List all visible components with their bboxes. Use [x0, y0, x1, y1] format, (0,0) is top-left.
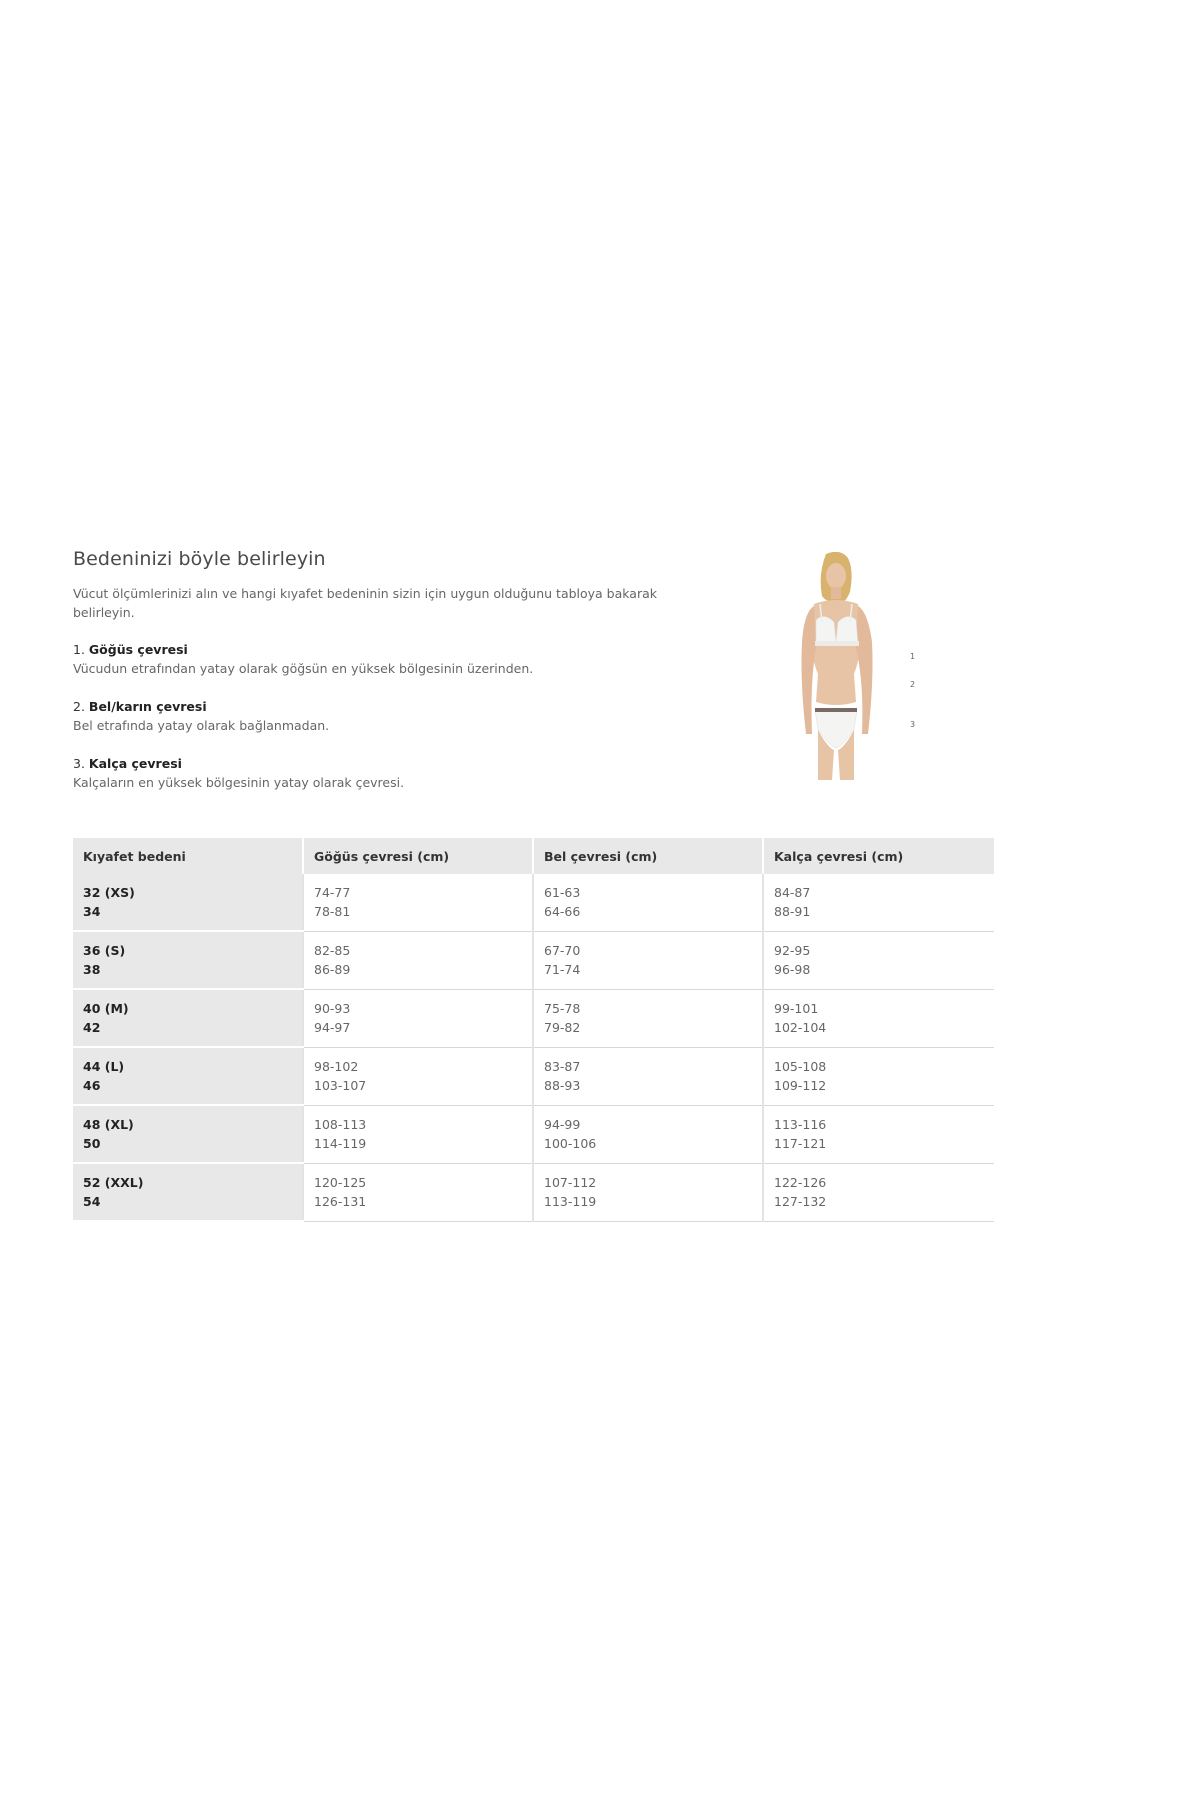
- measurement-description: Vücudun etrafından yatay olarak göğsün en yüksek bölgesinin üzerinden.: [73, 661, 534, 676]
- table-row: [73, 874, 994, 931]
- hip-cell: 99-101 102-104: [763, 989, 994, 1047]
- waist-cell: 107-112 113-119: [533, 1163, 763, 1221]
- intro-text: Vücut ölçümlerinizi alın ve hangi kıyafet bedeninin sizin için uygun olduğunu tabloya bakarak belirleyin.: [73, 586, 657, 620]
- hip-cell: 122-126 127-132: [763, 1163, 994, 1221]
- measurement-description: Bel etrafında yatay olarak bağlanmadan.: [73, 718, 330, 733]
- measurement-number: 2.: [73, 699, 85, 714]
- waist-cell: 94-99 100-106: [533, 1105, 763, 1163]
- hip-cell: 113-116 117-121: [763, 1105, 994, 1163]
- waist-cell: 61-63 64-66: [533, 874, 763, 931]
- figure-label-waist: 2: [910, 680, 916, 689]
- size-cell: 44 (L) 46: [73, 1047, 303, 1105]
- table-row: [73, 1047, 994, 1105]
- size-table: [73, 838, 994, 1222]
- chest-cell: 120-125 126-131: [303, 1163, 533, 1221]
- measurement-name: Bel/karın çevresi: [88, 699, 207, 714]
- chest-cell: 98-102 103-107: [303, 1047, 533, 1105]
- waist-cell: 83-87 88-93: [533, 1047, 763, 1105]
- hip-cell: 105-108 109-112: [763, 1047, 994, 1105]
- table-row: [73, 1105, 994, 1163]
- measurement-number: 3.: [73, 756, 85, 771]
- header-size: Kıyafet bedeni: [73, 838, 303, 874]
- figure-label-chest: 1: [910, 652, 916, 661]
- size-cell: 52 (XXL) 54: [73, 1163, 303, 1221]
- hip-cell: 92-95 96-98: [763, 931, 994, 989]
- chest-cell: 74-77 78-81: [303, 874, 533, 931]
- chest-cell: 82-85 86-89: [303, 931, 533, 989]
- hip-cell: 84-87 88-91: [763, 874, 994, 931]
- body-measurement-figure: [788, 552, 918, 780]
- model-illustration: [788, 552, 918, 780]
- waist-cell: 75-78 79-82: [533, 989, 763, 1047]
- size-cell: 32 (XS) 34: [73, 874, 303, 931]
- table-row: [73, 931, 994, 989]
- chest-cell: 90-93 94-97: [303, 989, 533, 1047]
- size-cell: 40 (M) 42: [73, 989, 303, 1047]
- figure-label-hip: 3: [910, 720, 916, 729]
- measurement-number: 1.: [73, 642, 85, 657]
- measurement-name: Göğüs çevresi: [88, 642, 188, 657]
- measurement-description: Kalçaların en yüksek bölgesinin yatay olarak çevresi.: [73, 775, 405, 790]
- measurement-name: Kalça çevresi: [88, 756, 182, 771]
- table-row: [73, 989, 994, 1047]
- header-waist: Bel çevresi (cm): [533, 838, 763, 874]
- table-row: [73, 1163, 994, 1221]
- waist-cell: 67-70 71-74: [533, 931, 763, 989]
- header-hip: Kalça çevresi (cm): [763, 838, 994, 874]
- header-chest: Göğüs çevresi (cm): [303, 838, 533, 874]
- table-header-row: [73, 838, 994, 874]
- size-cell: 48 (XL) 50: [73, 1105, 303, 1163]
- page-title: Bedeninizi böyle belirleyin: [73, 548, 326, 570]
- chest-cell: 108-113 114-119: [303, 1105, 533, 1163]
- size-cell: 36 (S) 38: [73, 931, 303, 989]
